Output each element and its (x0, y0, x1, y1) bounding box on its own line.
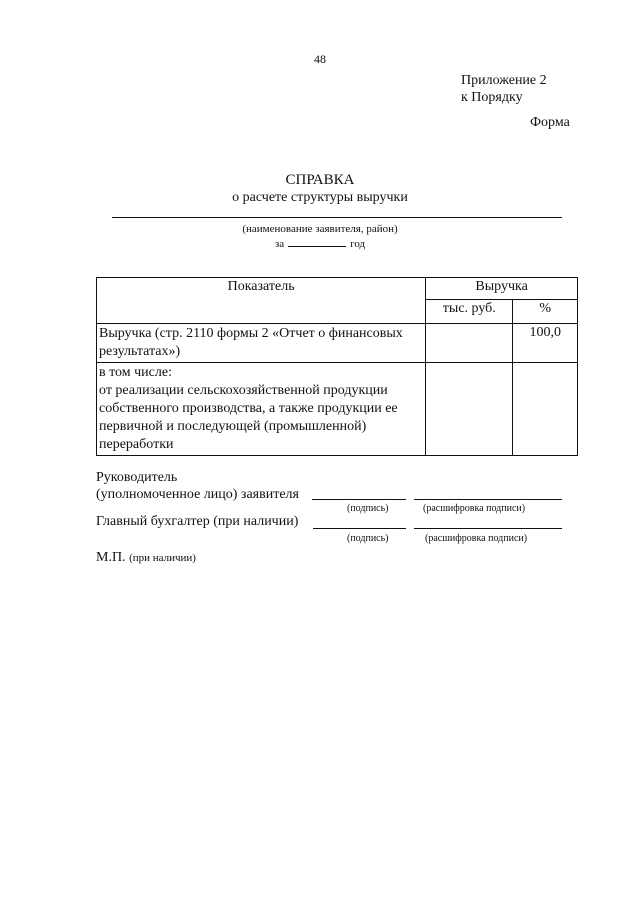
head-label-line-1: Руководитель (96, 470, 178, 485)
row-thousand-rub (426, 324, 513, 363)
period-prefix: за (274, 238, 285, 250)
row-thousand-rub (426, 363, 513, 456)
document-title: СПРАВКА (285, 172, 355, 188)
page-number: 48 (314, 52, 326, 66)
accountant-label: Главный бухгалтер (при наличии) (96, 514, 299, 529)
applicant-caption: (наименование заявителя, район) (242, 223, 398, 235)
accountant-signature-line (313, 528, 406, 529)
period-blank (288, 237, 346, 247)
document-subtitle: о расчете структуры выручки (232, 190, 408, 205)
header-thousand-rub: тыс. руб. (426, 300, 513, 324)
head-decoding-line (414, 499, 562, 500)
stamp-note: (при наличии) (129, 552, 196, 564)
header-revenue: Выручка (426, 278, 578, 300)
table-row (97, 363, 578, 456)
row-indicator: Выручка (стр. 2110 формы 2 «Отчет о финансовых результатах») (97, 324, 426, 363)
appendix-note (461, 72, 547, 106)
header-indicator: Показатель (97, 278, 426, 324)
stamp-label: М.П. (96, 550, 126, 565)
row-percent (513, 363, 578, 456)
period-suffix: год (350, 238, 366, 250)
head-signature-caption: (подпись) (347, 503, 389, 514)
appendix-line-2: к Порядку (461, 90, 523, 105)
head-decoding-caption: (расшифровка подписи) (423, 503, 526, 514)
stamp-place (96, 550, 196, 566)
table-row (97, 324, 578, 363)
row-percent: 100,0 (513, 324, 578, 363)
appendix-line-1: Приложение 2 (461, 73, 547, 88)
accountant-decoding-caption: (расшифровка подписи) (425, 533, 528, 544)
head-label-line-2: (уполномоченное лицо) заявителя (96, 487, 299, 502)
accountant-signature-caption: (подпись) (347, 533, 389, 544)
applicant-name-line (112, 217, 562, 218)
header-percent: % (513, 300, 578, 324)
revenue-table (96, 277, 578, 456)
row-indicator-intro: в том числе: (99, 365, 172, 380)
form-label: Форма (530, 115, 570, 130)
head-signature-line (312, 499, 406, 500)
accountant-decoding-line (414, 528, 562, 529)
period-line (0, 237, 640, 250)
row-indicator (97, 363, 426, 456)
row-indicator-detail: от реализации сельскохозяйственной продукции собственного производства, а также продукции ее первичной и последующей (промышленной) переработки (99, 383, 398, 452)
